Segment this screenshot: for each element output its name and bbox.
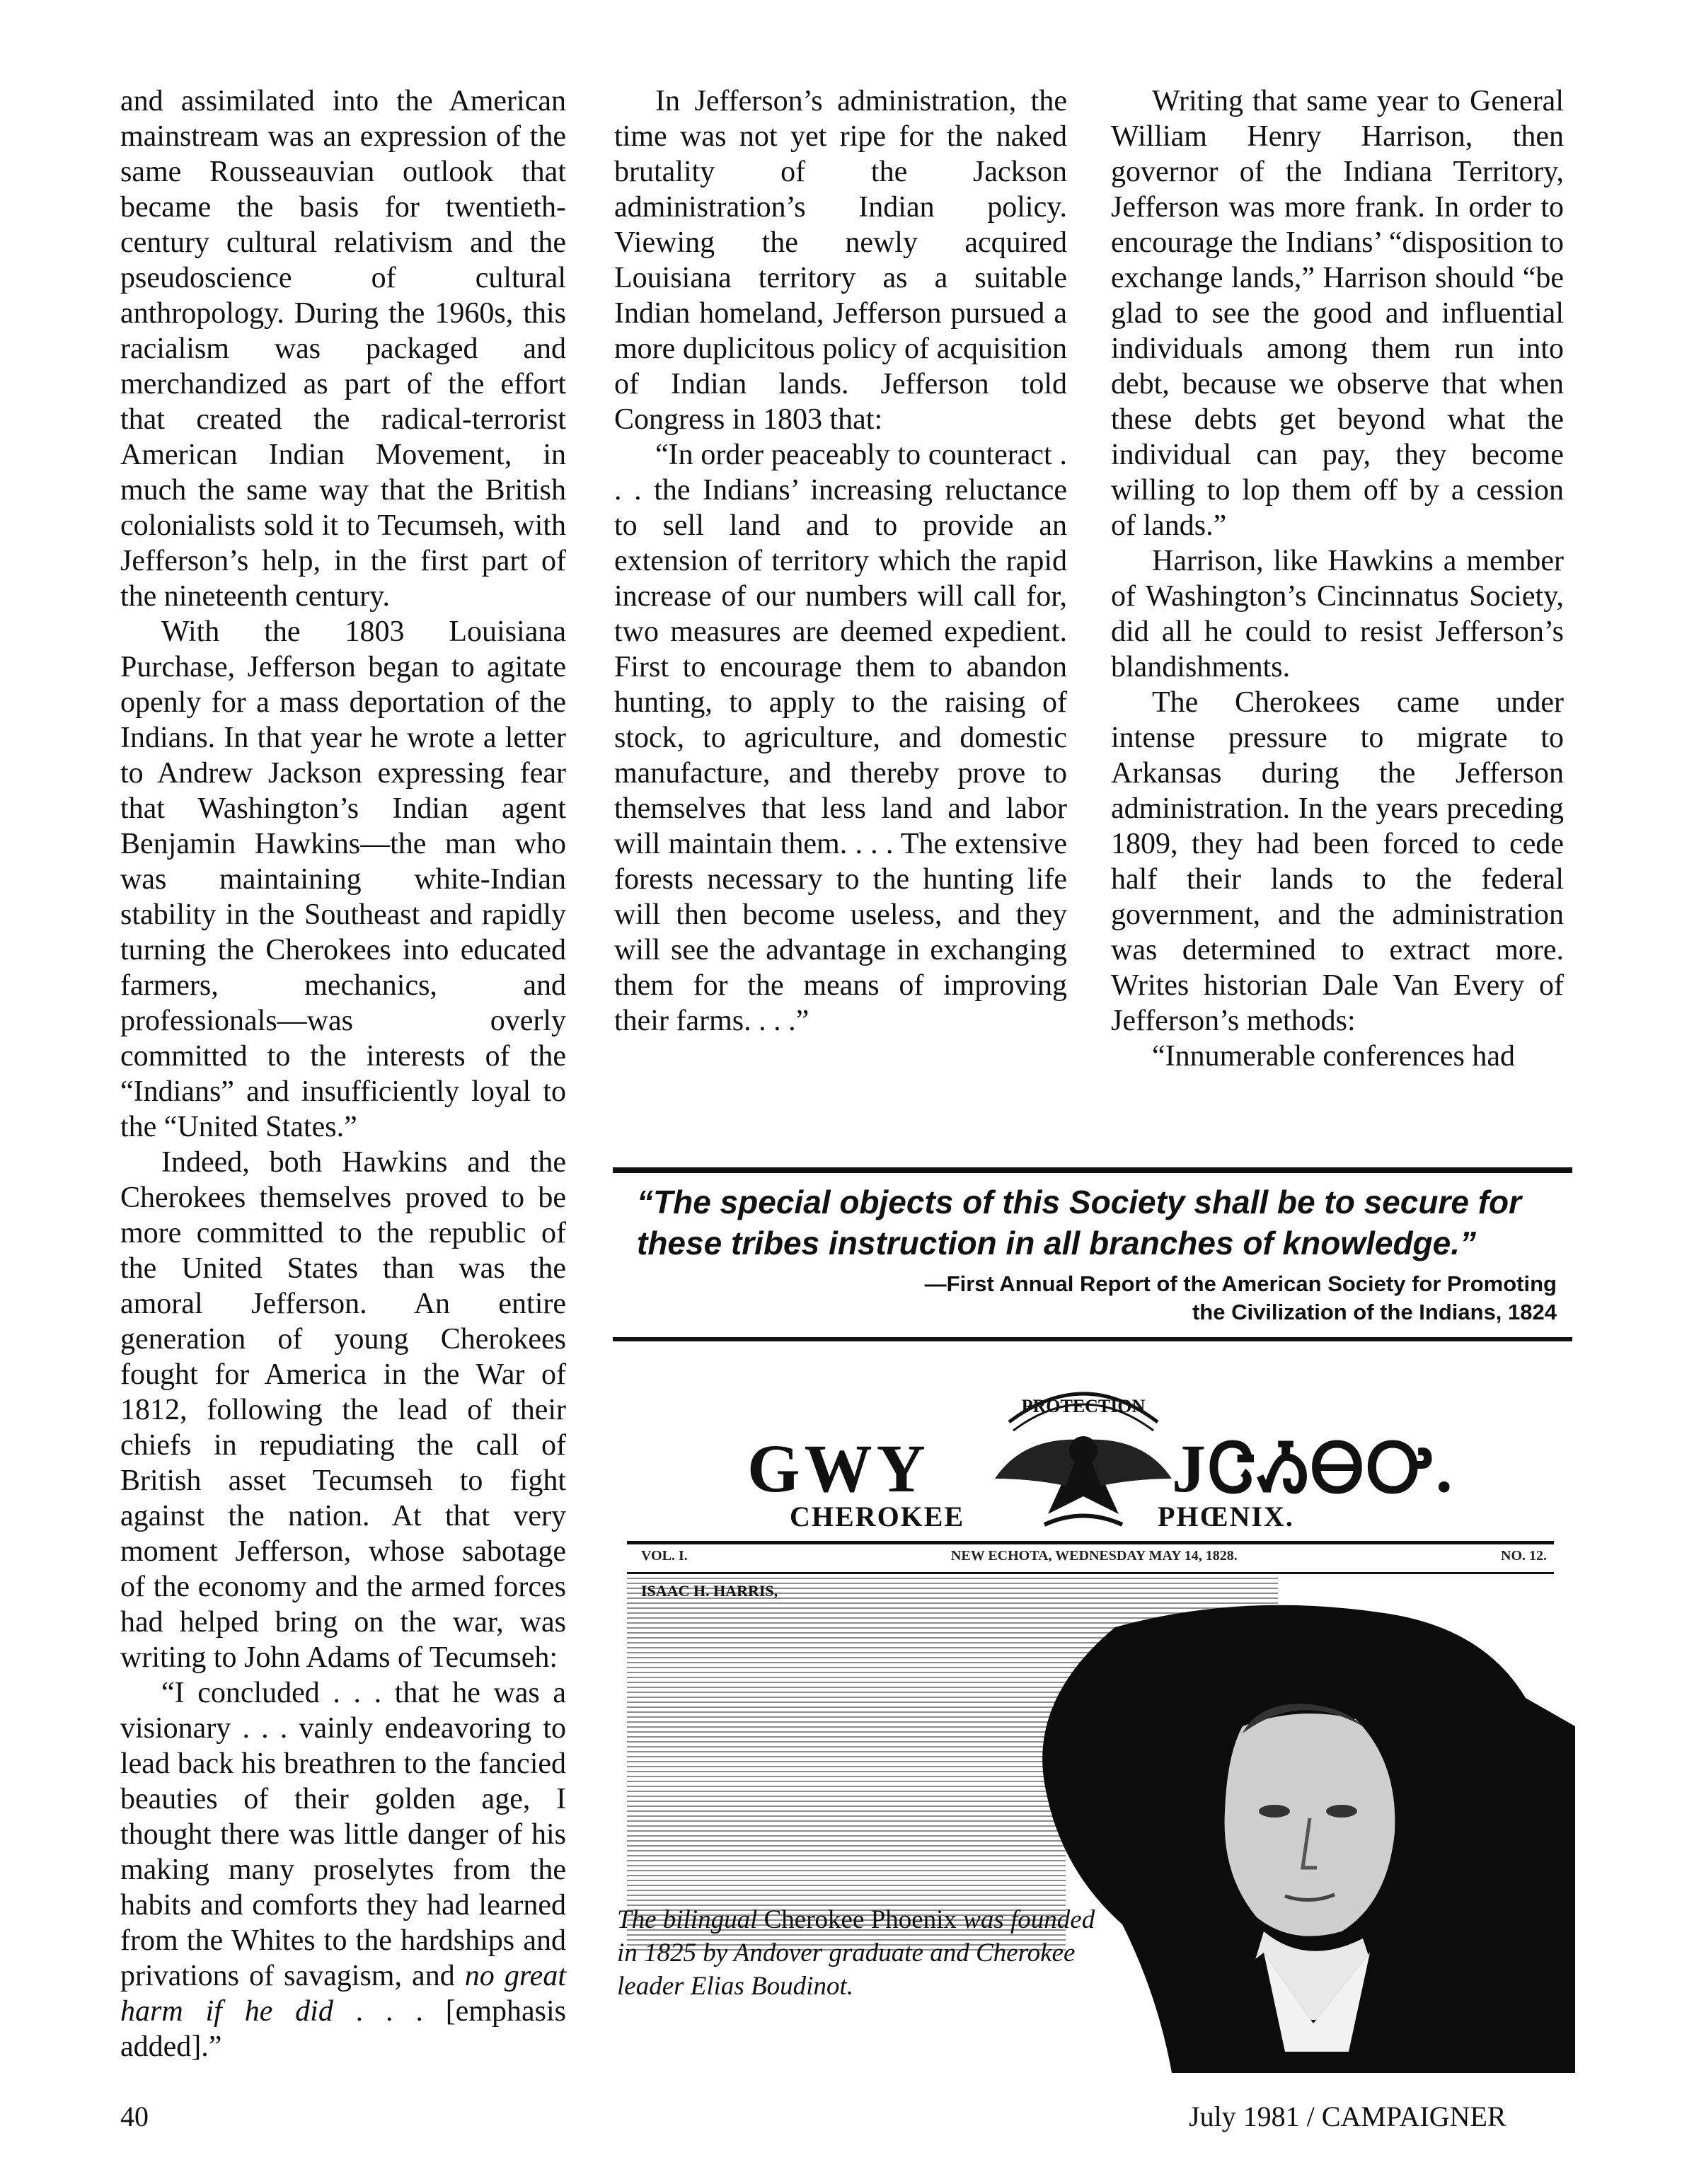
- masthead-english: GWY: [747, 1431, 930, 1506]
- issue-number: NO. 12.: [1501, 1548, 1547, 1564]
- pull-quote: “The special objects of this Society shall be to secure for these tribes instruction in all branches of knowledge.”: [637, 1184, 1522, 1261]
- pull-quote-attribution: [849, 1270, 1557, 1327]
- paragraph-quote: [120, 1675, 566, 2064]
- paragraph: In Jefferson’s administration, the time was not yet ripe for the naked brutality of the Jackson administration’s Indian policy. Viewing the newly acquired Louisiana territory as a suitable Indian homeland, Jefferson pursued a more duplicitous policy of acquisition of Indian lands. Jefferson told Congress in 1803 that:: [614, 85, 1067, 436]
- issue-footer: July 1981 / CAMPAIGNER: [1189, 2101, 1506, 2132]
- newspaper-text-columns: [627, 1578, 1066, 1953]
- dateline: NEW ECHOTA, WEDNESDAY MAY 14, 1828.: [950, 1548, 1238, 1564]
- paragraph: With the 1803 Louisiana Purchase, Jefferson began to agitate openly for a mass deportation of the Indians. In that year he wrote a letter to Andrew Jackson expressing fear that Washington’s Indian agent Benjamin Hawkins—the man who was maintaining white-Indian stability in the Southeast and rapidly turning the Cherokees into educated farmers, mechanics, and professionals—was overly committed to the interests of the “Indians” and insufficiently loyal to the “United States.”: [120, 616, 566, 1143]
- article-column-1: [120, 83, 566, 2064]
- quote-tail: . . . [emphasis added].”: [120, 1995, 566, 2063]
- pull-quote-bottom-rule: [613, 1337, 1572, 1341]
- paragraph: The Cherokees came under intense pressure to migrate to Arkansas during the Jefferson administration. In the years preceding 1809, they had been forced to cede half their lands to the federal government, and the administration was determined to extract more. Writes historian Dale Van Every of Jefferson’s methods:: [1111, 686, 1564, 1037]
- emphasis-text: no great harm if he did: [120, 1960, 566, 2028]
- caption-part-1: The bilingual: [617, 1905, 764, 1934]
- paragraph: “Innumerable conferences had: [1152, 1040, 1516, 1073]
- elias-boudinot-portrait: [1030, 1599, 1575, 2073]
- attribution-line-1: —First Annual Report of the American Society for Promoting: [924, 1271, 1557, 1296]
- paragraph: Harrison, like Hawkins a member of Washington’s Cincinnatus Society, did all he could to resist Jefferson’s blandishments.: [1111, 545, 1564, 683]
- masthead-rule: [627, 1541, 1554, 1544]
- paragraph: Writing that same year to General William Henry Harrison, then governor of the Indiana Territory, Jefferson was more frank. In order to encourage the Indians’ “disposition to exchange lands,” Harrison should “be glad to see the good and influential individuals among them run into debt, because we observe that when these debts get beyond what the individual can pay, they become willing to lop them off by a cession of lands.”: [1111, 85, 1564, 542]
- newspaper-editor-name: ISAAC H. HARRIS,: [641, 1582, 778, 1600]
- masthead-subtitle-right: PHŒNIX.: [1158, 1501, 1294, 1532]
- paragraph: Indeed, both Hawkins and the Cherokees themselves proved to be more committed to the republic of the United States than was the amoral Jefferson. An entire generation of young Cherokees fought for America in the War of 1812, following the lead of their chiefs in repudiating the call of British asset Tecumseh to fight against the nation. At that very moment Jefferson, whose sabotage of the economy and the armed forces had helped bring on the war, was writing to John Adams of Tecumseh:: [120, 1146, 566, 1674]
- page-number: 40: [120, 2101, 149, 2132]
- quote-text: “I concluded . . . that he was a visionary . . . vainly endeavoring to lead back his breathren to the fancied beauties of their golden age, I thought there was little danger of his making many proselytes from the habits and comforts they had learned from the Whites to the hardships and privations of savagism, and: [120, 1677, 566, 1992]
- volume-label: VOL. I.: [641, 1548, 688, 1564]
- dateline-rule: [627, 1572, 1554, 1574]
- article-column-2: [614, 83, 1067, 1039]
- paragraph: and assimilated into the American mainstream was an expression of the same Rousseauvian outlook that became the basis for twentieth-century cultural relativism and the pseudoscience of cultural anthropology. During the 1960s, this racialism was packaged and merchandized as part of the effort that created the radical-terrorist American Indian Movement, in much the same way that the British colonialists sold it to Tecumseh, with Jefferson’s help, in the first part of the nineteenth century.: [120, 85, 566, 613]
- article-column-3: [1111, 83, 1564, 1074]
- masthead-cherokee: JᏣᏱᎾᎤ.: [1172, 1431, 1456, 1506]
- pull-quote-top-rule: [613, 1167, 1572, 1173]
- newspaper-dateline-row: [641, 1548, 1547, 1564]
- masthead-subtitle-left: CHEROKEE: [790, 1501, 965, 1532]
- attribution-line-2: the Civilization of the Indians, 1824: [1192, 1300, 1557, 1324]
- image-caption: [617, 1903, 1098, 2003]
- seal-banner-text: PROTECTION: [1021, 1396, 1146, 1416]
- paragraph-quote: “In order peaceably to counteract . . . the Indians’ increasing reluctance to sell land and to provide an extension of territory which the rapid increase of our numbers will call for, two measures are deemed expedient. First to encourage them to abandon hunting, to apply to the raising of stock, to agriculture, and domestic manufacture, and thereby prove to themselves that less land and labor will maintain them. . . . The extensive forests necessary to the hunting life will then become useless, and they will see the advantage in exchanging them for the means of improving their farms. . . .”: [614, 439, 1067, 1037]
- caption-newspaper-name: Cherokee Phoenix: [764, 1905, 957, 1934]
- caption-part-3: was founded in 1825 by Andover graduate and Cherokee leader Elias Boudinot.: [617, 1905, 1095, 2001]
- phoenix-seal-icon: [981, 1373, 1186, 1535]
